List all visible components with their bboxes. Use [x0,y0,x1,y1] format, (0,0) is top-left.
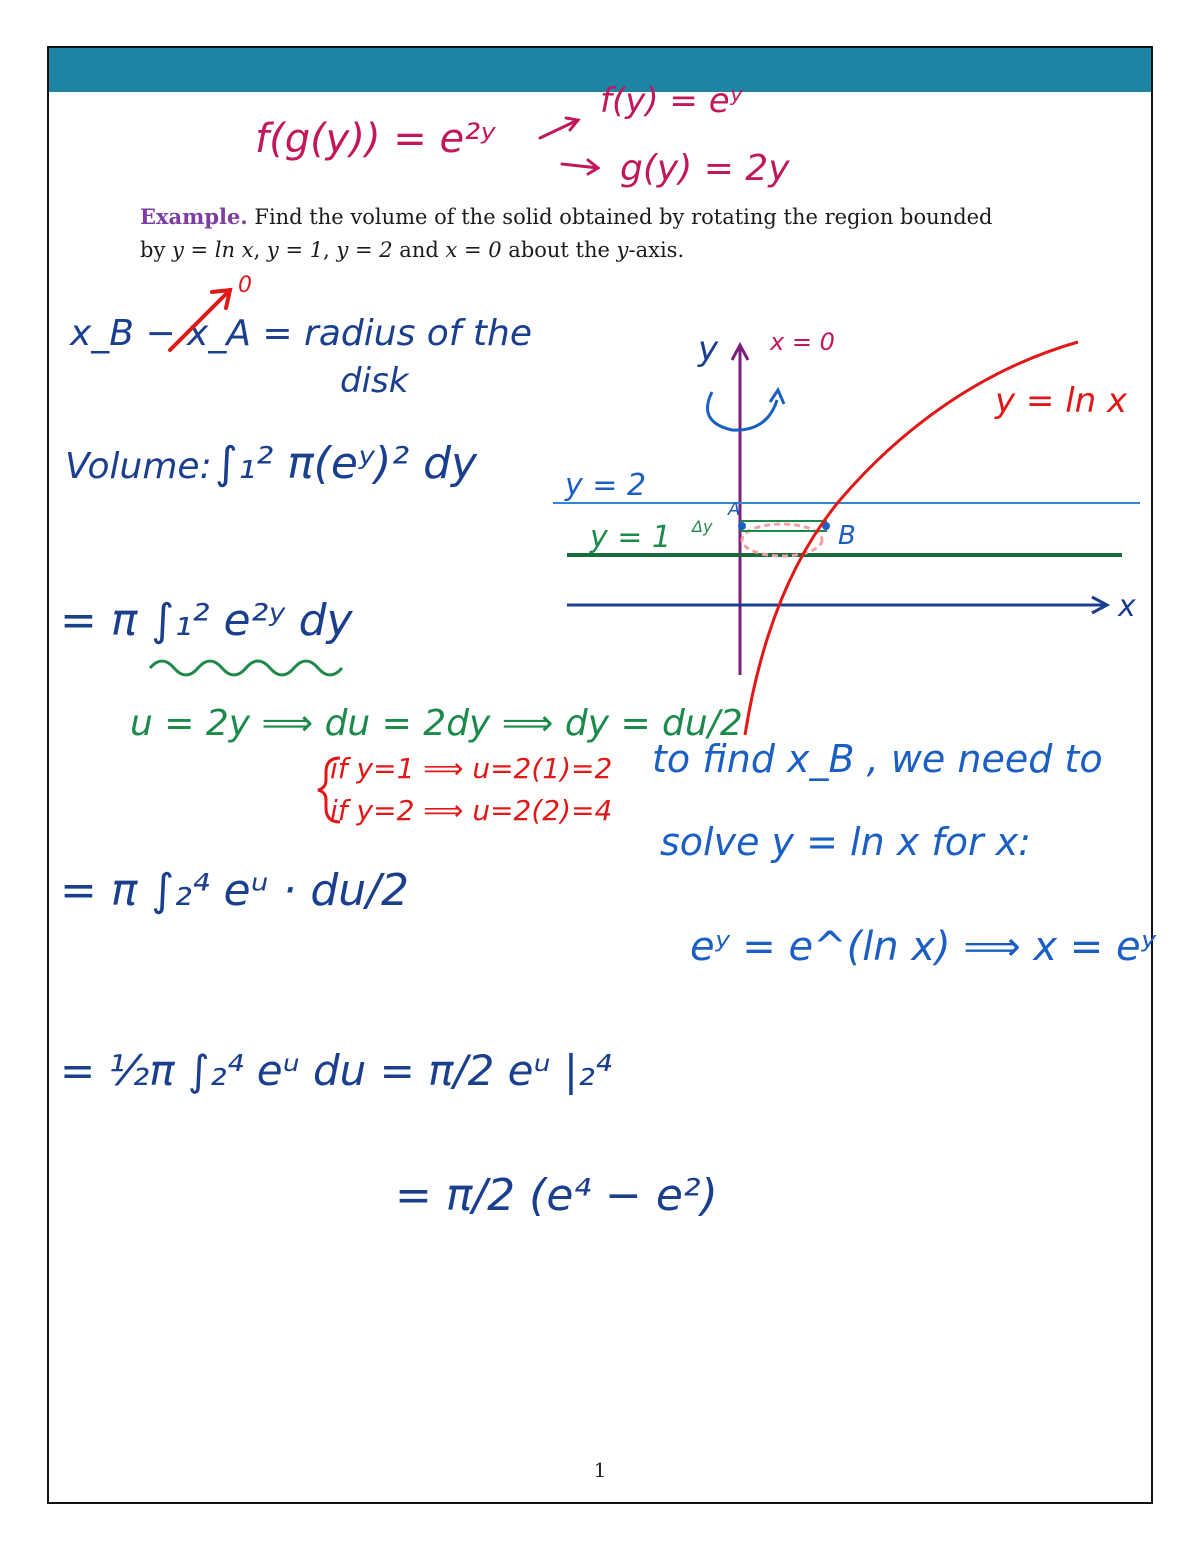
underline-squiggle [150,661,342,675]
line-y1-label: y = 1 [590,520,672,555]
x-axis-label: x [1118,589,1136,624]
find-xb-line-2: solve y = ln x for x: [660,820,1031,864]
curve-label: y = ln x [995,381,1128,421]
dy-label: Δy [692,517,713,536]
point-b-label: B [838,521,856,551]
step-half-pi: = ½π ∫₂⁴ eᵘ du = π/2 eᵘ |₂⁴ [60,1046,612,1095]
math-x-eq-0: x = 0 [445,238,502,262]
volume-label: Volume: [65,446,212,487]
x-eq-0-label: x = 0 [770,328,835,356]
sep-2: , [323,238,337,262]
axis-suffix: -axis. [628,238,685,262]
math-y-eq-2: y = 2 [336,238,393,262]
composition-lhs: f(g(y)) = e²ʸ [255,116,496,162]
step-u-integral: = π ∫₂⁴ eᵘ · du/2 [60,865,409,916]
final-answer: = π/2 (e⁴ − e²) [395,1170,718,1221]
example-text-1: Find the volume of the solid obtained by rotating the region bounded [254,205,993,229]
sep-1: , [253,238,267,262]
volume-integral: ∫₁² π(eʸ)² dy [215,438,478,489]
point-a-dot [738,522,746,530]
page-number: 1 [593,1458,607,1482]
disk-word: disk [340,361,409,401]
line-y2-label: y = 2 [565,468,647,503]
radius-note: x_B − x_A = radius of the [70,313,532,354]
and-word: and [392,238,446,262]
y-axis-label: y [698,329,719,369]
axis-var: y [616,238,629,262]
example-label: Example. [140,204,248,229]
find-xb-line-1: to find x_B , we need to [652,737,1103,781]
bound-2: if y=2 ⟹ u=2(2)=4 [330,794,613,827]
by-word: by [140,238,172,262]
composition-g: g(y) = 2y [620,148,790,189]
math-y-eq-lnx: y = ln x [171,238,254,262]
exp-both-sides: eʸ = e^(ln x) ⟹ x = eʸ [690,924,1156,970]
step-pi-integral: = π ∫₁² e²ʸ dy [60,595,353,646]
radius-zero: 0 [238,273,252,298]
bound-1: if y=1 ⟹ u=2(1)=2 [330,752,613,785]
composition-f: f(y) = eʸ [600,81,743,121]
disk-strip [741,521,826,531]
composition-arrows [540,118,598,174]
point-a-label: A [728,499,741,520]
substitution: u = 2y ⟹ du = 2dy ⟹ dy = du/2 [130,703,743,744]
region-graph [553,328,1140,735]
rotation-arrow [708,392,778,430]
about-word: about the [501,238,617,262]
math-y-eq-1: y = 1 [266,238,324,262]
